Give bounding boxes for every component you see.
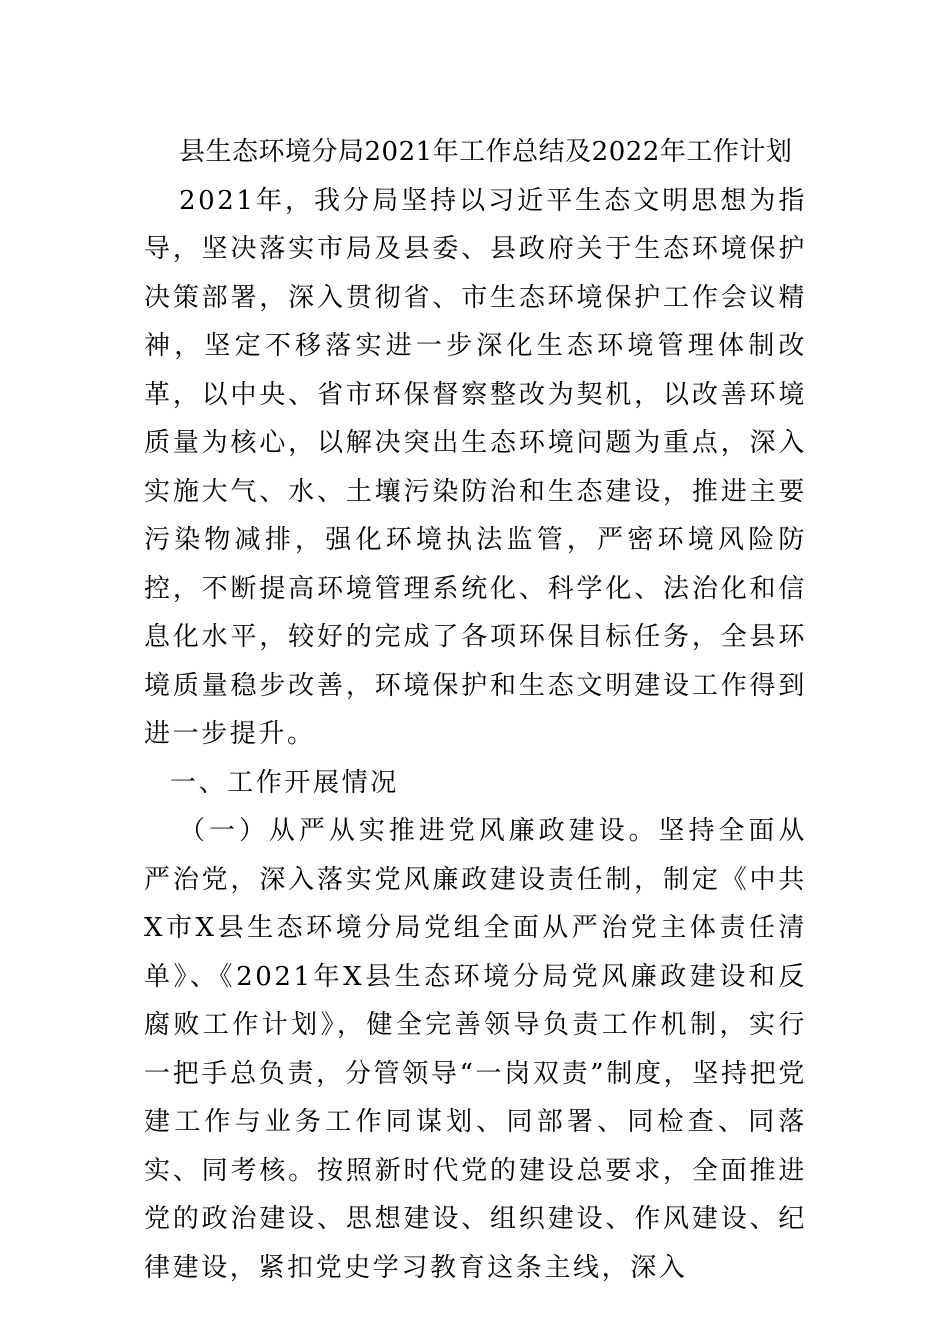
section-paragraph: （一）从严从实推进党风廉政建设。坚持全面从严治党，深入落实党风廉政建设责任制，制定《中共X市X县生态环境分局党组全面从严治党主体责任清单》、《2021年X县生态环境分局党风廉政建设和反腐败工作计划》，健全完善领导负责工作机制，实行一把手总负责，分管领导“一岗双责”制度，坚持把党建工作与业务工作同谋划、同部署、同检查、同落实、同考核。按照新时代党的建设总要求，全面推进党的政治建设、思想建设、组织建设、作风建设、纪律建设，紧扣党史学习教育这条主线，深入 <box>144 816 808 1283</box>
document-page <box>144 128 807 1292</box>
intro-paragraph: 2021年，我分局坚持以习近平生态文明思想为指导，坚决落实市局及县委、县政府关于生态环境保护决策部署，深入贯彻省、市生态环境保护工作会议精神，坚定不移落实进一步深化生态环境管理体制改革，以中央、省市环保督察整改为契机，以改善环境质量为核心，以解决突出生态环境问题为重点，深入实施大气、水、土壤污染防治和生态建设，推进主要污染物减排，强化环境执法监管，严密环境风险防控，不断提高环境管理系统化、科学化、法治化和信息化水平，较好的完成了各项环保目标任务，全县环境质量稳步改善，环境保护和生态文明建设工作得到进一步提升。 <box>144 185 807 749</box>
document-title: 县生态环境分局2021年工作总结及2022年工作计划 <box>179 137 793 167</box>
section-heading: 一、工作开展情况 <box>170 767 399 798</box>
